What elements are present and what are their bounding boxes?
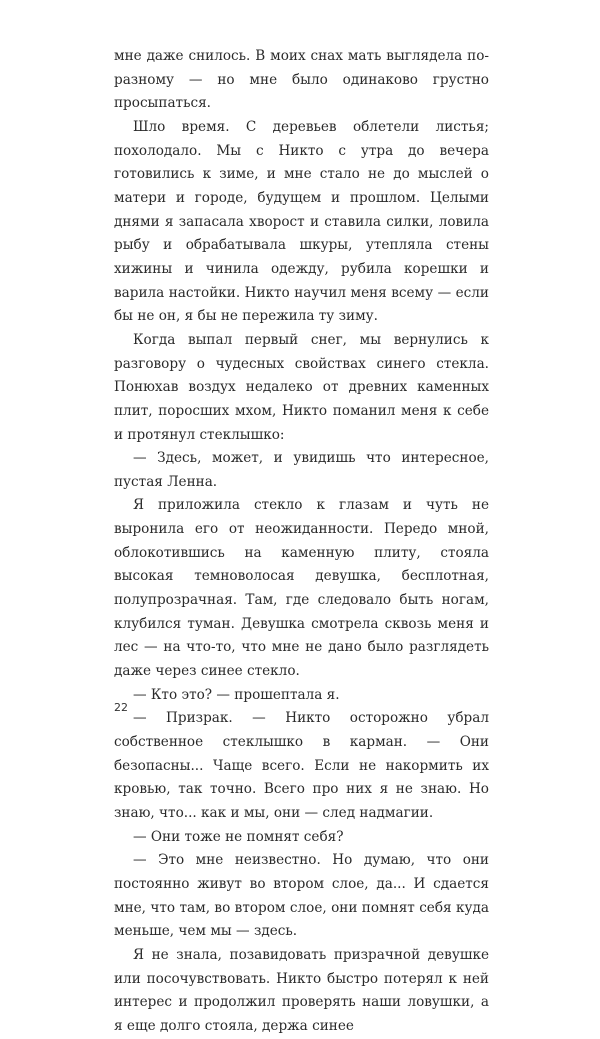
dialogue-line: — Это мне неизвестно. Но думаю, что они постоянно живут во втором слое, да... И сдается мне, что там, во втором слое, они помнят себя куда меньше, чем мы — здесь. (114, 852, 489, 940)
paragraph: Шло время. С деревьев облетели листья; похолодало. Мы с Никто с утра до вечера готовились к зиме, и мне стало не до мыслей о матери и городе, будущем и прошлом. Целыми днями я запасала хворост и ставила силки, ловила рыбу и обрабатывала шкуры, утепляла стены хижины и чинила одежду, рубила корешки и варила настойки. Никто научил меня всему — если бы не он, я бы не пережила ту зиму. (114, 118, 489, 325)
paragraph: Я приложила стекло к глазам и чуть не выронила его от неожиданности. Передо мной, облокотившись на каменную плиту, стояла высокая темноволосая девушка, бесплотная, полупрозрачная. Там, где следовало быть ногам, клубился туман. Девушка смотрела сквозь меня и лес — на что-то, что мне не дано было разглядеть даже через синее стекло. (114, 497, 489, 680)
page-number: 22 (114, 701, 128, 714)
body-text (114, 45, 489, 1039)
paragraph: Когда выпал первый снег, мы вернулись к разговору о чудесных свойствах синего стекла. Понюхав воздух недалеко от древних каменных плит, поросших мхом, Никто поманил меня к себе и протянул стеклышко: (114, 331, 489, 443)
dialogue-line: — Призрак. — Никто осторожно убрал собственное стеклышко в карман. — Они безопасны... Чаще всего. Если не накормить их кровью, так точно. Всего про них я не знаю. Но знаю, что... как и мы, они — след надмагии. (114, 710, 489, 821)
paragraph: Я не знала, позавидовать призрачной девушке или посочувствовать. Никто быстро потерял к ней интерес и продолжил проверять наши ловушки, а я еще долго стояла, держа синее (114, 946, 489, 1034)
paragraph: мне даже снилось. В моих снах мать выглядела по-разному — но мне было одинаково грустно просыпаться. (114, 48, 489, 112)
dialogue-line: — Здесь, может, и увидишь что интересное, пустая Ленна. (114, 450, 489, 490)
dialogue-line: — Кто это? — прошептала я. (133, 686, 340, 703)
dialogue-line: — Они тоже не помнят себя? (133, 828, 344, 845)
